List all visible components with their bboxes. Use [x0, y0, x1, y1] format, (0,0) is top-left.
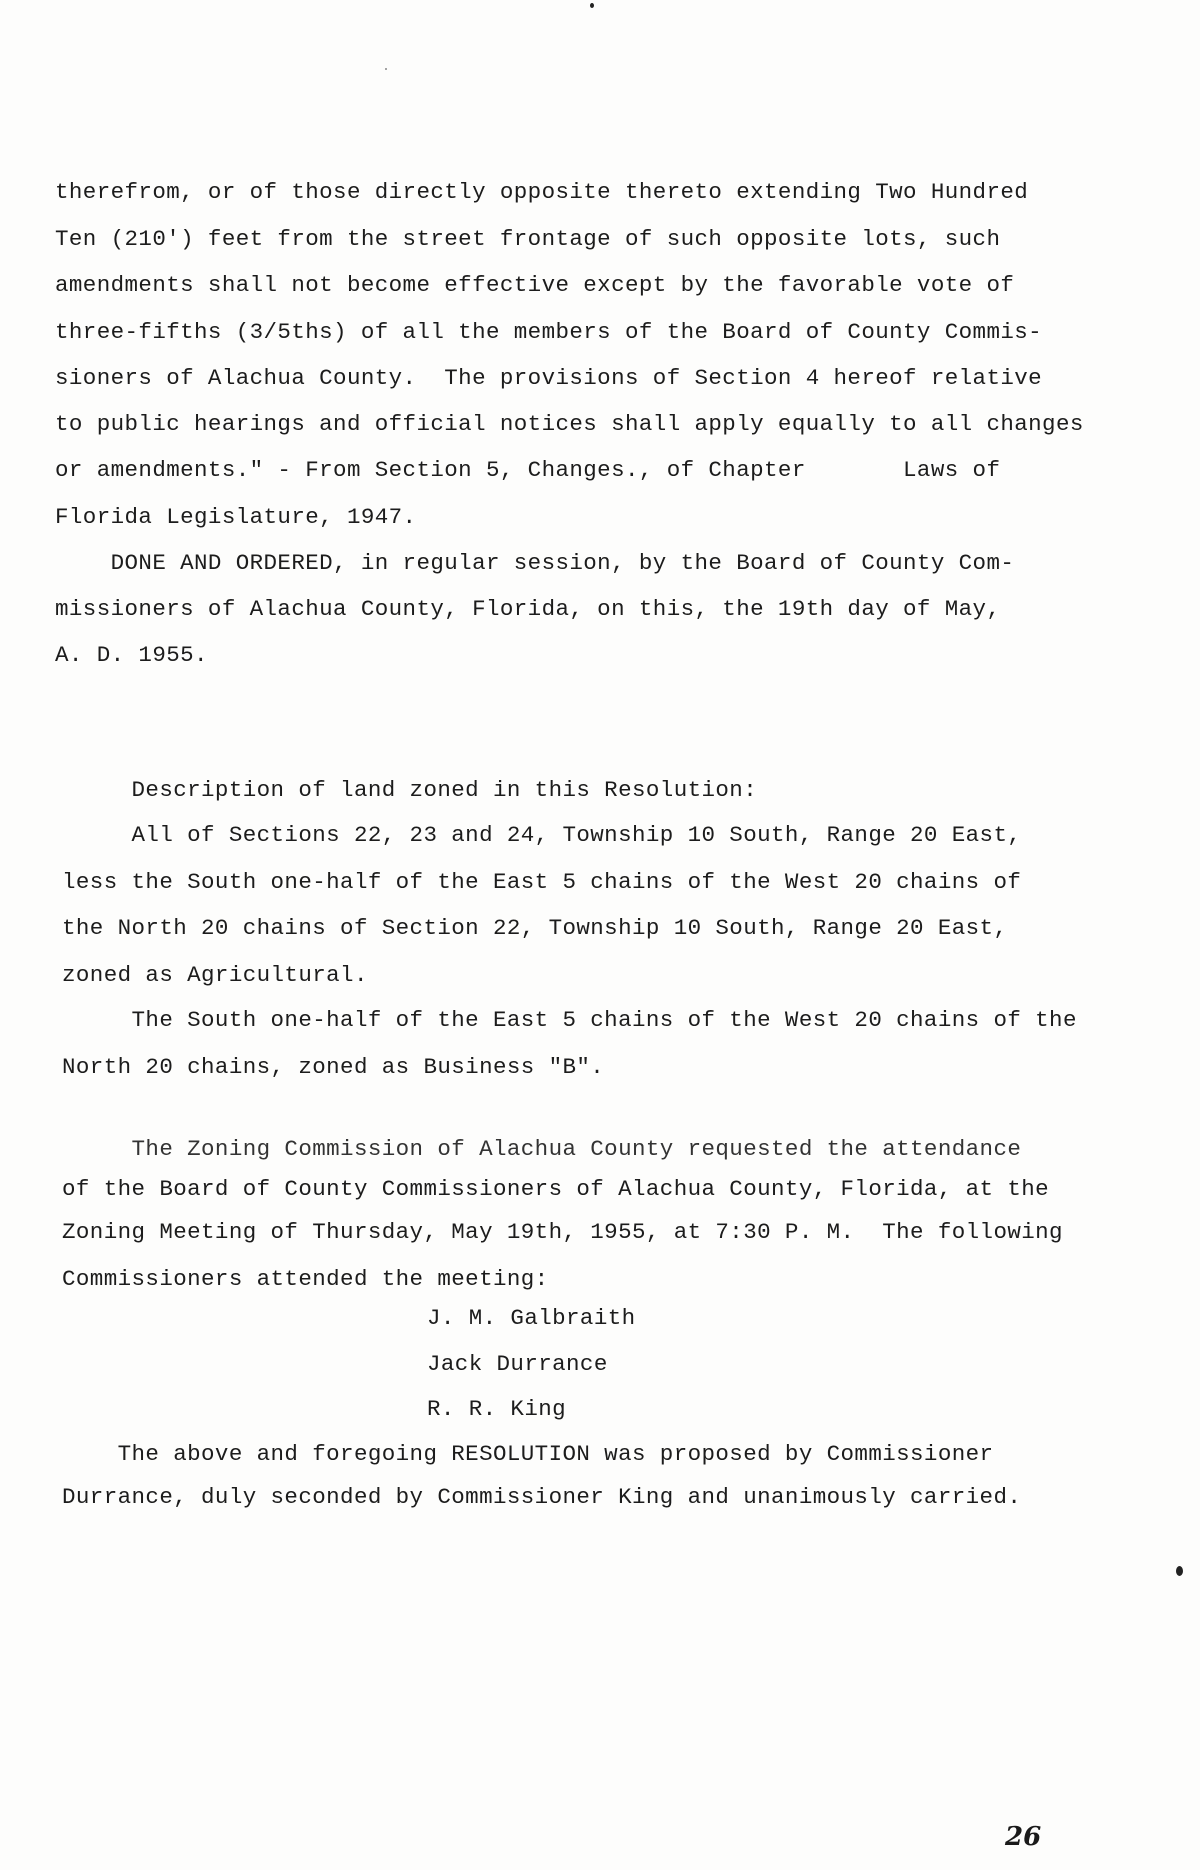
text-line: zoned as Agricultural.: [62, 962, 368, 988]
text-line: The South one-half of the East 5 chains of the West 20 chains of the: [62, 1007, 1077, 1033]
text-line: the North 20 chains of Section 22, Township 10 South, Range 20 East,: [62, 915, 1008, 941]
text-line: A. D. 1955.: [55, 642, 208, 668]
text-line: of the Board of County Commissioners of Alachua County, Florida, at the: [62, 1176, 1050, 1202]
text-line: amendments shall not become effective except by the favorable vote of: [55, 272, 1015, 298]
scan-speck: [385, 68, 387, 70]
text-line: Commissioners attended the meeting:: [62, 1266, 549, 1292]
text-line: Ten (210') feet from the street frontage of such opposite lots, such: [55, 226, 1001, 252]
commissioner-name: J. M. Galbraith: [427, 1305, 636, 1331]
text-line: The above and foregoing RESOLUTION was proposed by Commissioner: [62, 1441, 994, 1467]
scan-speck: [590, 3, 594, 8]
description-heading: Description of land zoned in this Resolution:: [62, 777, 758, 803]
text-line: Zoning Meeting of Thursday, May 19th, 1955, at 7:30 P. M. The following: [62, 1219, 1063, 1245]
text-line: All of Sections 22, 23 and 24, Township 10 South, Range 20 East,: [62, 822, 1022, 848]
text-line: sioners of Alachua County. The provisions of Section 4 hereof relative: [55, 365, 1043, 391]
text-line: Florida Legislature, 1947.: [55, 504, 417, 530]
scan-speck: [1176, 1566, 1183, 1576]
text-line: Durrance, duly seconded by Commissioner King and unanimously carried.: [62, 1484, 1022, 1510]
text-line: therefrom, or of those directly opposite thereto extending Two Hundred: [55, 179, 1029, 205]
text-line: North 20 chains, zoned as Business "B".: [62, 1054, 605, 1080]
text-line: missioners of Alachua County, Florida, on this, the 19th day of May,: [55, 596, 1001, 622]
commissioner-name: Jack Durrance: [427, 1351, 608, 1377]
text-line: DONE AND ORDERED, in regular session, by the Board of County Com-: [55, 550, 1015, 576]
text-line: to public hearings and official notices shall apply equally to all changes: [55, 411, 1084, 437]
commissioner-name: R. R. King: [427, 1396, 567, 1422]
text-line: The Zoning Commission of Alachua County requested the attendance: [62, 1136, 1022, 1162]
text-line: three-fifths (3/5ths) of all the members of the Board of County Commis-: [55, 319, 1043, 345]
text-line: or amendments." - From Section 5, Changes., of Chapter Laws of: [55, 457, 1001, 483]
page-number: 26: [1005, 1822, 1042, 1852]
text-line: less the South one-half of the East 5 chains of the West 20 chains of: [62, 869, 1022, 895]
